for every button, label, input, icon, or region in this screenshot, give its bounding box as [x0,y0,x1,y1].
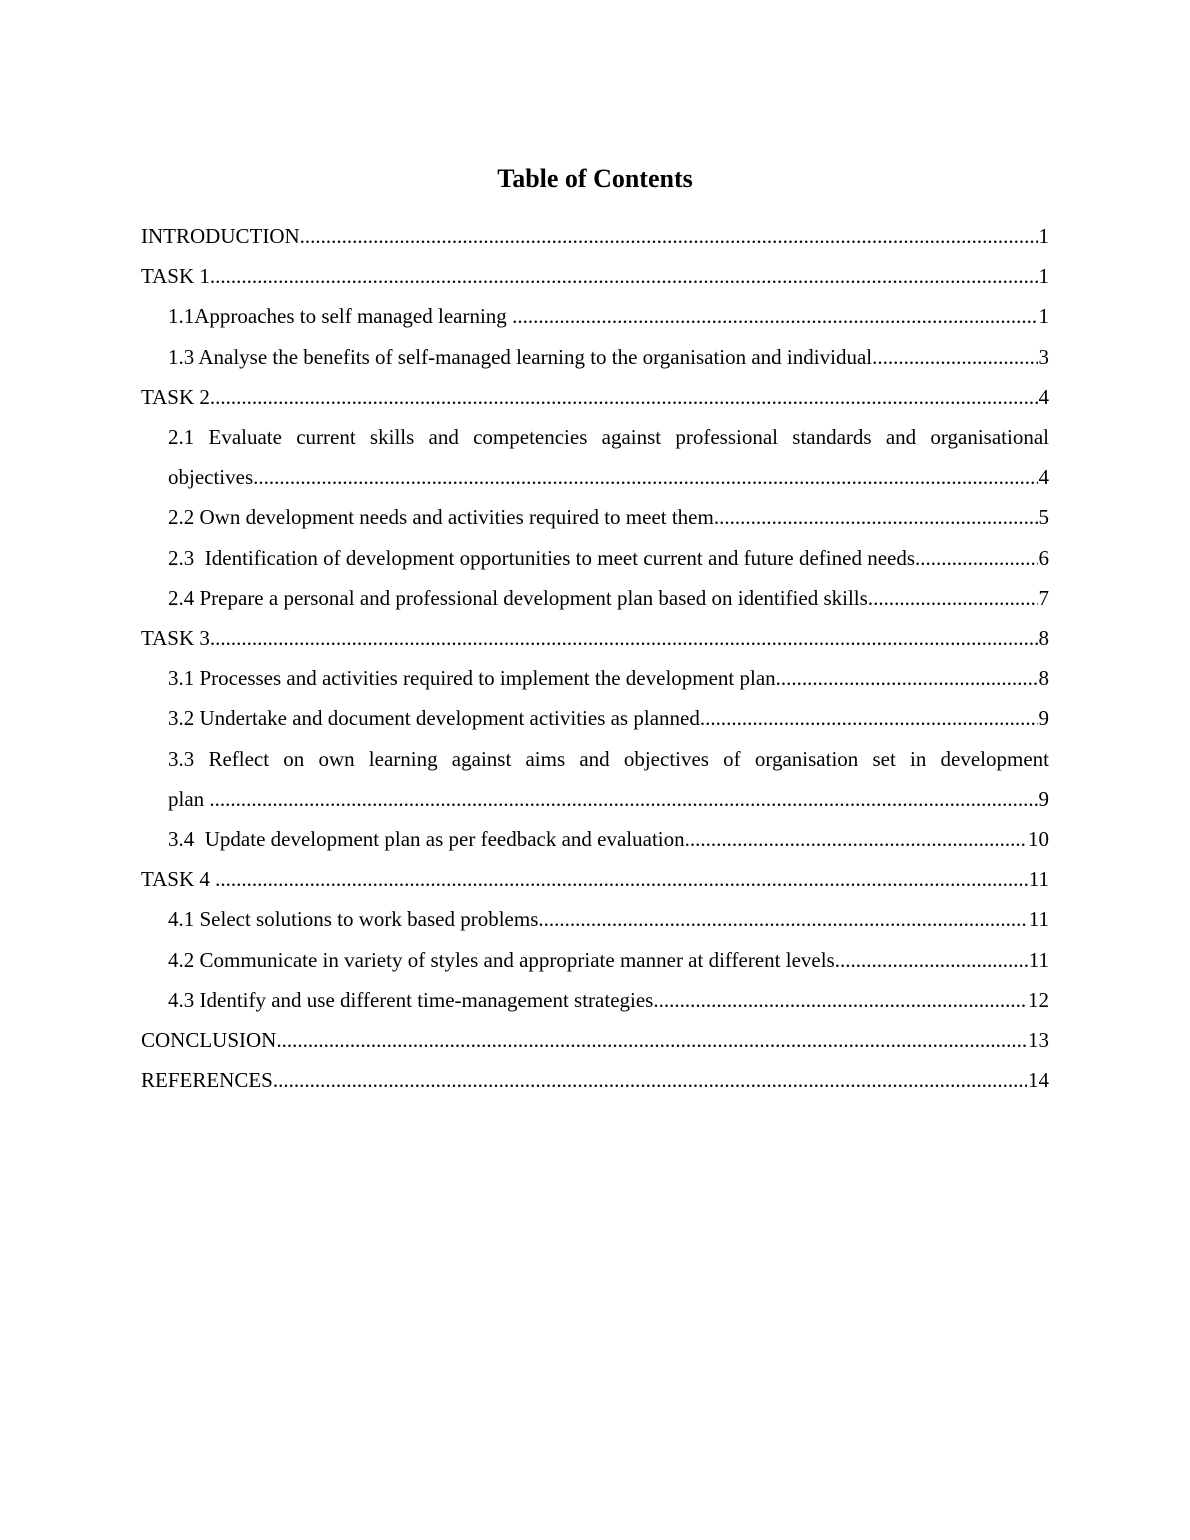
toc-entry-label: 3.4 Update development plan as per feedback and evaluation [168,827,685,852]
toc-entry-label: plan [168,786,210,811]
toc-entry-label: 3.2 Undertake and document development activities as planned [168,706,700,731]
toc-page-number: 10 [1028,827,1049,852]
toc-entry-label: TASK 4 [141,867,216,892]
toc-entry-2-2[interactable] [168,497,1049,537]
toc-entry-3-2[interactable] [168,698,1049,738]
toc-entry-4-3[interactable] [168,980,1049,1020]
dot-leader [776,658,1038,698]
toc-entry-2-3[interactable] [168,538,1049,578]
toc-page-number: 9 [1038,706,1049,731]
toc-entry-4-1[interactable] [168,899,1049,939]
dot-leader [868,578,1038,618]
toc-entry-3-4[interactable] [168,819,1049,859]
toc-entry-label-line1: 2.1 Evaluate current skills and competencies against professional standards and organisational [168,425,1049,450]
toc-entry-label: CONCLUSION [141,1028,277,1053]
toc-entry-task-1[interactable] [141,256,1049,296]
toc-entry-label: 3.1 Processes and activities required to implement the development plan [168,666,776,691]
toc-entry-label: objectives [168,465,254,490]
toc-page-number: 6 [1038,545,1049,570]
toc-entry-3-3[interactable] [168,739,1049,819]
dot-leader [215,859,1028,899]
toc-entry-label: 2.2 Own development needs and activities required to meet them [168,505,714,530]
toc-page-number: 1 [1038,264,1049,289]
dot-leader [685,819,1027,859]
toc-entry-1-3[interactable] [168,337,1049,377]
dot-leader [210,377,1038,417]
toc-entry-label: TASK 2 [141,384,210,409]
toc-page-number: 9 [1038,786,1049,811]
toc-page-number: 1 [1038,224,1049,248]
toc-page-number: 3 [1038,344,1049,369]
dot-leader [700,698,1038,738]
toc-entry-label: 2.4 Prepare a personal and professional development plan based on identified skills [168,585,868,610]
toc-entry-references[interactable] [141,1060,1049,1100]
toc-entry-label: 4.2 Communicate in variety of styles and appropriate manner at different levels [168,947,835,972]
toc-entry-label: TASK 3 [141,626,210,651]
dot-leader [835,940,1028,980]
toc-page-number: 4 [1038,384,1049,409]
toc-entry-label: 1.3 Analyse the benefits of self-managed learning to the organisation and individual [168,344,873,369]
toc-page-number: 14 [1028,1068,1049,1093]
dot-leader [538,899,1027,939]
toc-entry-label: TASK 1 [141,264,210,289]
dot-leader [653,980,1027,1020]
dot-leader [512,296,1037,336]
toc-page-number: 11 [1028,907,1049,932]
toc-page-number: 5 [1038,505,1049,530]
dot-leader [276,1020,1027,1060]
toc-entry-introduction[interactable] [141,216,1049,256]
toc-entry-task-2[interactable] [141,377,1049,417]
toc-page-number: 11 [1028,947,1049,972]
dot-leader [273,1060,1027,1100]
toc-entry-label: 1.1Approaches to self managed learning [168,304,513,329]
toc-page-number: 4 [1038,465,1049,490]
toc-entry-label: 4.3 Identify and use different time-management strategies [168,987,654,1012]
dot-leader [714,497,1038,537]
toc-page-number: 12 [1028,987,1049,1012]
toc-entry-label: REFERENCES [141,1068,273,1093]
dot-leader [210,618,1038,658]
page-title: Table of Contents [497,164,693,193]
dot-leader [872,337,1037,377]
dot-leader [915,538,1037,578]
table-of-contents [141,216,1049,1100]
toc-entry-label: 4.1 Select solutions to work based problems [168,907,539,932]
toc-entry-task-3[interactable] [141,618,1049,658]
toc-entry-1-1[interactable] [168,296,1049,336]
toc-entry-task-4[interactable] [141,859,1049,899]
toc-entry-label: INTRODUCTION [141,224,300,248]
toc-entry-2-4[interactable] [168,578,1049,618]
toc-page-number: 8 [1038,626,1049,651]
toc-page-number: 13 [1028,1028,1049,1053]
toc-entry-label-line1: 3.3 Reflect on own learning against aims and objectives of organisation set in development [168,746,1049,771]
toc-page-number: 11 [1028,867,1049,892]
toc-entry-conclusion[interactable] [141,1020,1049,1060]
dot-leader [210,256,1038,296]
toc-entry-2-1[interactable] [168,417,1049,497]
dot-leader [300,216,1038,256]
toc-entry-4-2[interactable] [168,940,1049,980]
dot-leader [253,457,1037,497]
dot-leader [209,779,1037,819]
toc-entry-3-1[interactable] [168,658,1049,698]
toc-page-number: 8 [1038,666,1049,691]
toc-page-number: 7 [1038,585,1049,610]
toc-page-number: 1 [1038,304,1049,329]
toc-entry-label: 2.3 Identification of development opportunities to meet current and future defined needs [168,545,916,570]
